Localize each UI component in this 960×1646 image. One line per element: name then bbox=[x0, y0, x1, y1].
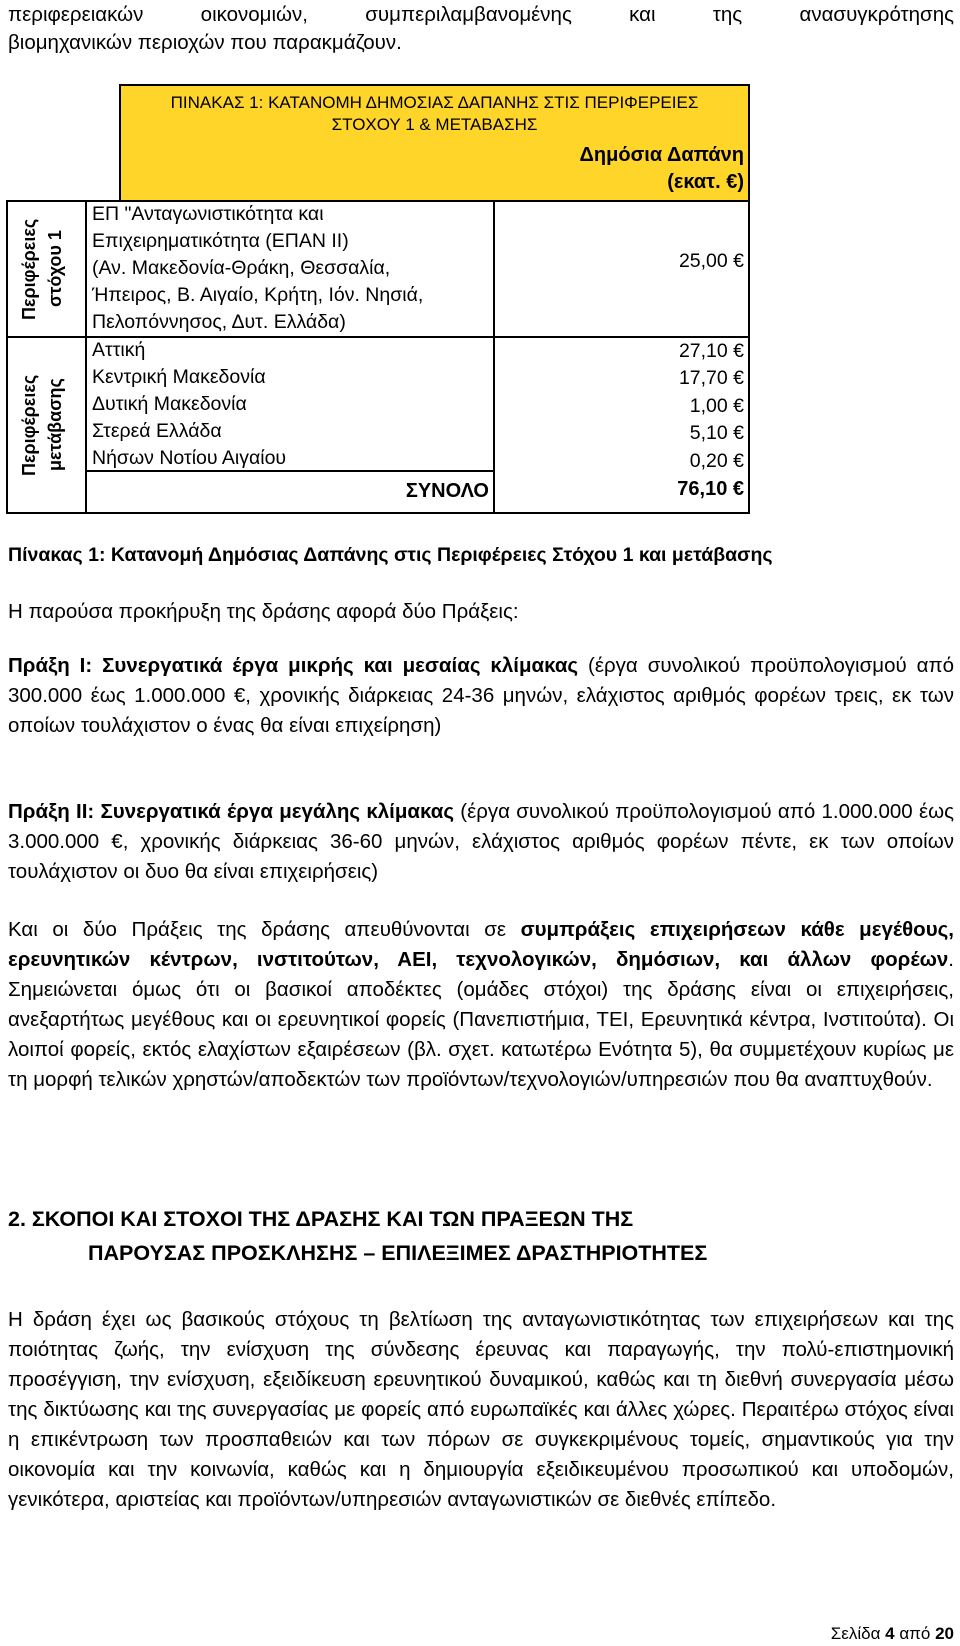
praxi-2-title: Πράξη ΙΙ: Συνεργατικά έργα μεγάλης κλίμακας bbox=[8, 800, 455, 823]
expenditure-table bbox=[6, 84, 750, 514]
table-row-value: 0,20 € bbox=[689, 450, 744, 472]
table-row-value: 5,10 € bbox=[689, 422, 744, 444]
group-label-target1: Περιφέρειες στόχου 1 bbox=[19, 218, 65, 320]
table-row-name: Νήσων Νοτίου Αιγαίου bbox=[92, 447, 287, 469]
praxi-2-text: (έργα συνολικού προϋπολογισμού από 1.000.000 έως 3.000.000 €, χρονικής διάρκειας 36-60 μηνών, ελάχιστος αριθμός φορέων πέντε, εκ των οποίων τουλάχιστον οι δυο θα είναι επιχειρήσεις) bbox=[8, 800, 954, 883]
total-value: 76,10 € bbox=[677, 478, 744, 500]
total-label: ΣΥΝΟΛΟ bbox=[405, 480, 489, 502]
column-header-public-expenditure: Δημόσια Δαπάνη (εκατ. €) bbox=[579, 144, 744, 193]
table-row-name: Αττική bbox=[92, 339, 146, 361]
recipients-emphasis: συμπράξεις επιχειρήσεων κάθε μεγέθους, ερευνητικών κέντρων, ινστιτούτων, ΑΕΙ, τεχνολογικών, δημόσιων, και άλλων φορέων bbox=[8, 918, 954, 971]
table-caption: Πίνακας 1: Κατανομή Δημόσιας Δαπάνης στις Περιφέρειες Στόχου 1 και μετάβασης bbox=[8, 544, 773, 566]
group1-value: 25,00 € bbox=[678, 250, 744, 272]
intro-line-2: βιομηχανικών περιοχών που παρακμάζουν. bbox=[8, 31, 402, 54]
table-row-name: Κεντρική Μακεδονία bbox=[92, 366, 266, 388]
group1-name: ΕΠ "Ανταγωνιστικότητα και Επιχειρηματικότητα (ΕΠΑΝ ΙΙ) (Αν. Μακεδονία-Θράκη, Θεσσαλία, Ήπειρος, Β. Αιγαίο, Κρήτη, Ιόν. Νησιά, Πελοπόννησος, Δυτ. Ελλάδα) bbox=[92, 203, 424, 333]
table-row-name: Δυτική Μακεδονία bbox=[92, 393, 247, 415]
table-row-name: Στερεά Ελλάδα bbox=[92, 420, 222, 442]
paragraph-goals: Η δράση έχει ως βασικούς στόχους τη βελτίωση της ανταγωνιστικότητας των επιχειρήσεων και της ποιότητας ζωής, την ενίσχυση της σύνδεσης έρευνας και παραγωγής, την πολύ-επιστημονική προσέγγιση, την ενίσχυση, εξειδίκευση ερευνητικού δυναμικού, καθώς και τη διεθνή συνεργασία μέσω της δικτύωσης και της συνεργασίας με φορείς από ευρωπαϊκές και άλλες χώρες. Περαιτέρω στόχος είναι η επικέντρωση των προσπαθειών και των πόρων σε συγκεκριμένους τομείς, σημαντικούς για την οικονομία και την κοινωνία, καθώς και η δημιουργία εξειδικευμένου προσωπικού και υποδομών, γενικότερα, αριστείας και προϊόντων/υπηρεσιών ανταγωνιστικών σε διεθνές επίπεδο. bbox=[8, 1308, 954, 1511]
table-row-value: 17,70 € bbox=[678, 367, 744, 389]
praxi-1-text: (έργα συνολικού προϋπολογισμού από 300.000 έως 1.000.000 €, χρονικής διάρκειας 24-36 μηνών, ελάχιστος αριθμός φορέων τρεις, εκ των οποίων τουλάχιστον ο ένας θα είναι επιχείρηση) bbox=[8, 654, 955, 737]
table-title: ΠΙΝΑΚΑΣ 1: ΚΑΤΑΝΟΜΗ ΔΗΜΟΣΙΑΣ ΔΑΠΑΝΗΣ ΣΤΙΣ ΠΕΡΙΦΕΡΕΙΕΣ ΣΤΟΧΟΥ 1 & ΜΕΤΑΒΑΣΗΣ bbox=[170, 93, 699, 134]
paragraph-intro: Η παρούσα προκήρυξη της δράσης αφορά δύο Πράξεις: bbox=[8, 600, 519, 623]
intro-line-1: περιφερειακών οικονομιών, συμπεριλαμβανομένης και της ανασυγκρότησης bbox=[8, 3, 954, 26]
section-heading: 2. ΣΚΟΠΟΙ ΚΑΙ ΣΤΟΧΟΙ ΤΗΣ ΔΡΑΣΗΣ ΚΑΙ ΤΩΝ ΠΡΑΞΕΩΝ ΤΗΣ ΠΑΡΟΥΣΑΣ ΠΡΟΣΚΛΗΣΗΣ – ΕΠΙΛΕΞΙΜΕΣ ΔΡΑΣΤΗΡΙΟΤΗΤΕΣ bbox=[8, 1207, 708, 1265]
table-row-value: 1,00 € bbox=[689, 395, 744, 417]
praxi-1-title: Πράξη Ι: Συνεργατικά έργα μικρής και μεσαίας κλίμακας bbox=[8, 654, 579, 677]
table-row-value: 27,10 € bbox=[678, 340, 744, 362]
paragraph-praxi-2 bbox=[8, 797, 954, 887]
group-label-transition: Περιφέρειες μετάβασης bbox=[19, 374, 65, 476]
paragraph-praxi-1 bbox=[8, 651, 954, 741]
page-number: Σελίδα 4 από 20 bbox=[830, 1624, 954, 1643]
paragraph-recipients: Και οι δύο Πράξεις της δράσης απευθύνονται σε συμπράξεις επιχειρήσεων κάθε μεγέθους, ερευνητικών κέντρων, ινστιτούτων, ΑΕΙ, τεχνολογικών, δημόσιων, και άλλων φορέων. Σημειώνεται όμως ότι οι βασικοί αποδέκτες (ομάδες στόχοι) της δράσης είναι οι επιχειρήσεις, ανεξαρτήτως μεγέθους και οι ερευνητικοί φορείς (Πανεπιστήμια, ΤΕΙ, Ερευνητικά κέντρα, Ινστιτούτα). Οι λοιποί φορείς, εκτός ελαχίστων εξαιρέσεων (βλ. σχετ. κατωτέρω Ενότητα 5), θα συμμετέχουν κυρίως με τη μορφή τελικών χρηστών/αποδεκτών των προϊόντων/τεχνολογιών/υπηρεσιών που θα αναπτυχθούν. bbox=[8, 918, 954, 1091]
